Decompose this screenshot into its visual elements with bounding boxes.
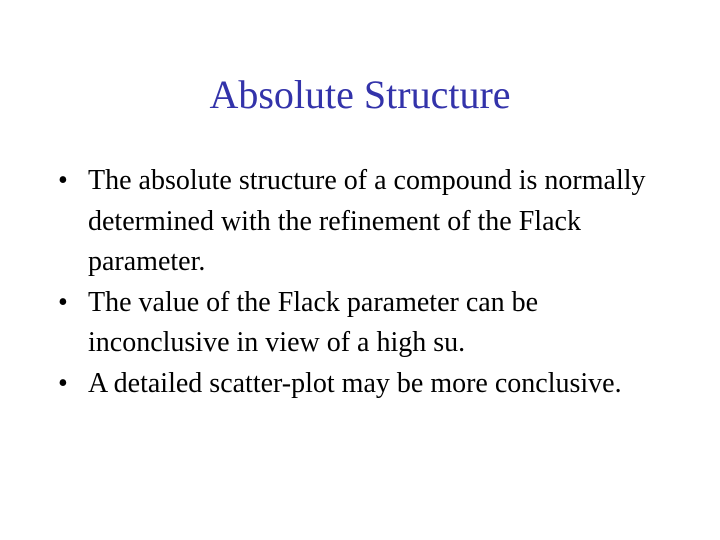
bullet-text: A detailed scatter-plot may be more conclusive. [88,367,622,399]
bullet-marker: • [58,286,68,318]
bullet-item [54,364,674,405]
bullet-list [54,161,674,404]
bullet-item [54,161,674,283]
slide-title: Absolute Structure [209,72,511,117]
bullet-marker: • [58,367,68,399]
bullet-marker: • [58,165,68,196]
bullet-text: The value of the Flack parameter can be inconclusive in view of a high su. [88,286,539,358]
bullet-item [54,283,674,364]
bullet-text: The absolute structure of a compound is normally determined with the refinement of the Flack parameter. [88,165,646,277]
